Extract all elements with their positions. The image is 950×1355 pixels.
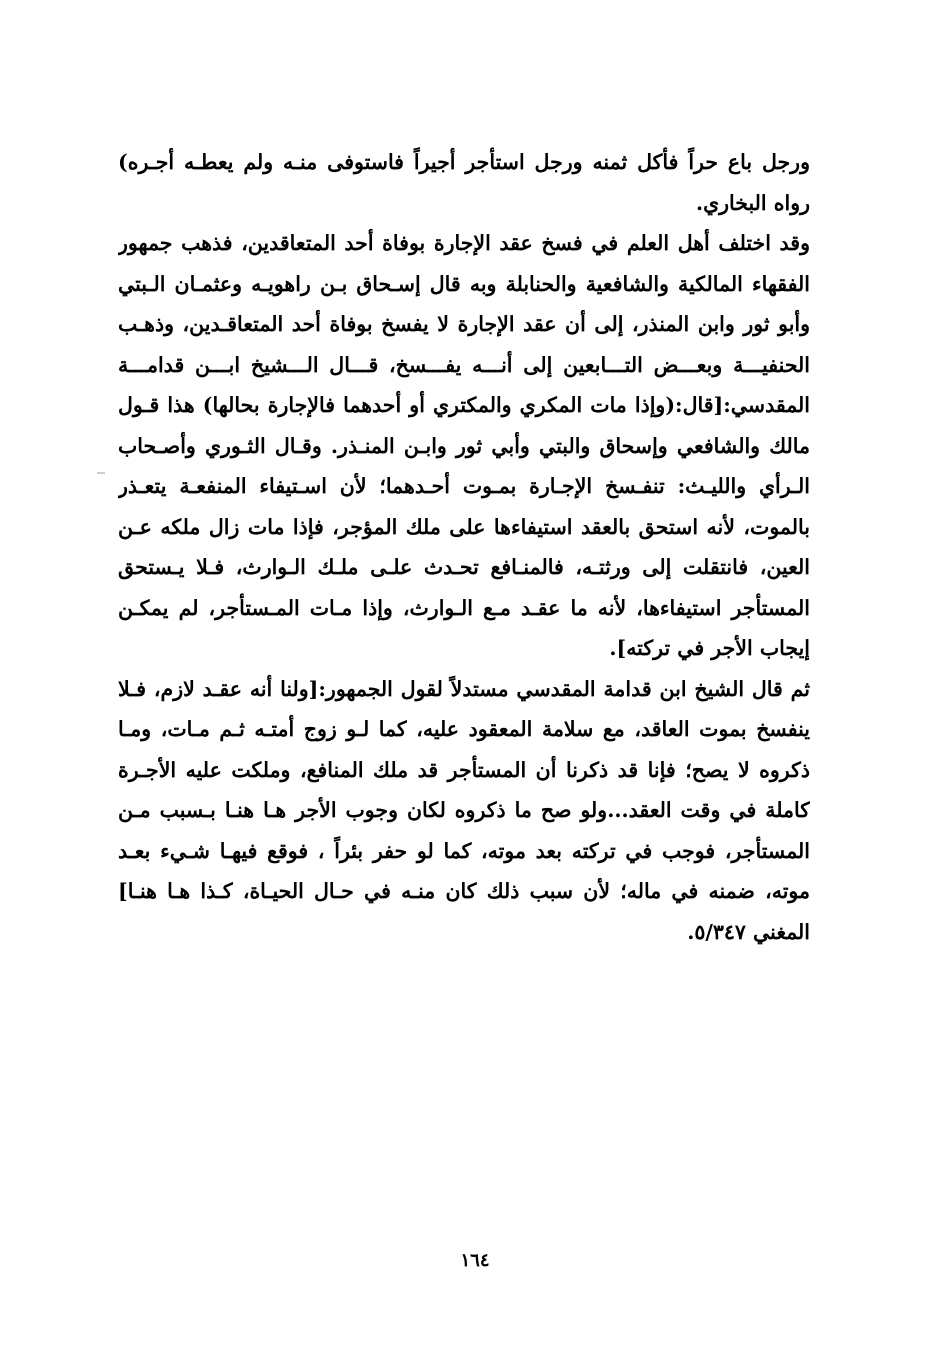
text-line: كاملة في وقت العقد...ولو صح ما ذكروه لكان وجوب الأجر هـا هنـا بـسبب مـن <box>118 798 810 822</box>
text-line: ثم قال الشيخ ابن قدامة المقدسي مستدلاً لقول الجمهور:[ولنا أنه عقـد لازم، فـلا <box>118 676 810 701</box>
body-text <box>118 142 810 952</box>
text-line: إيجاب الأجر في تركته]. <box>609 636 810 660</box>
text-line: المستأجر، فوجب في تركته بعد موته، كما لو حفر بئراً ، فوقع فيهـا شـيء بعـد <box>118 838 810 863</box>
text-line: الحنفيـــة وبعـــض التـــابعين إلى أنـــه يفـــسخ، قـــال الـــشيخ ابـــن قدامـــة <box>118 352 810 377</box>
text-line: المغني ٥/٣٤٧. <box>687 919 810 944</box>
scan-mark <box>97 472 105 474</box>
text-line: الـرأي والليـث: تنفـسخ الإجـارة بمـوت أحـدهما؛ لأن اسـتيفاء المنفعـة يتعـذر <box>118 474 810 498</box>
text-line: مالك والشافعي وإسحاق والبتي وأبي ثور وابـن المنـذر. وقـال الثـوري وأصـحاب <box>118 433 810 458</box>
text-line: بالموت، لأنه استحق بالعقد استيفاءها على ملك المؤجر، فإذا مات زال ملكه عـن <box>118 514 810 539</box>
text-line: ورجل باع حراً فأكل ثمنه ورجل استأجر أجيراً فاستوفى منـه ولم يعطـه أجـره) <box>118 150 810 174</box>
text-line: الفقهاء المالكية والشافعية والحنابلة وبه قال إسـحاق بـن راهويـه وعثمـان الـبتي <box>118 271 810 296</box>
text-line: موته، ضمنه في ماله؛ لأن سبب ذلك كان منـه في حـال الحيـاة، كـذا هـا هنـا] <box>118 879 810 903</box>
text-line: العين، فانتقلت إلى ورثتـه، فالمنـافع تحـدث علـى ملـك الـوارث، فـلا يـستحق <box>118 555 810 579</box>
text-line: رواه البخاري. <box>695 190 810 215</box>
page-number: ١٦٤ <box>460 1250 490 1271</box>
text-line: وقد اختلف أهل العلم في فسخ عقد الإجارة بوفاة أحد المتعاقدين، فذهب جمهور <box>118 231 810 255</box>
text-line: ذكروه لا يصح؛ فإنا قد ذكرنا أن المستأجر قد ملك المنافع، وملكت عليه الأجـرة <box>118 757 810 782</box>
text-line: ينفسخ بموت العاقد، مع سلامة المعقود عليه، كما لـو زوج أمتـه ثـم مـات، ومـا <box>118 717 810 741</box>
text-line: وأبو ثور وابن المنذر، إلى أن عقد الإجارة لا يفسخ بوفاة أحد المتعاقـدين، وذهـب <box>118 312 810 336</box>
text-line: المستأجر استيفاءها، لأنه ما عقـد مـع الـوارث، وإذا مـات المـستأجر، لم يمكـن <box>118 595 810 620</box>
text-line: المقدسي:[قال:(وإذا مات المكري والمكتري أو أحدهما فالإجارة بحالها) هذا قـول <box>118 393 810 417</box>
